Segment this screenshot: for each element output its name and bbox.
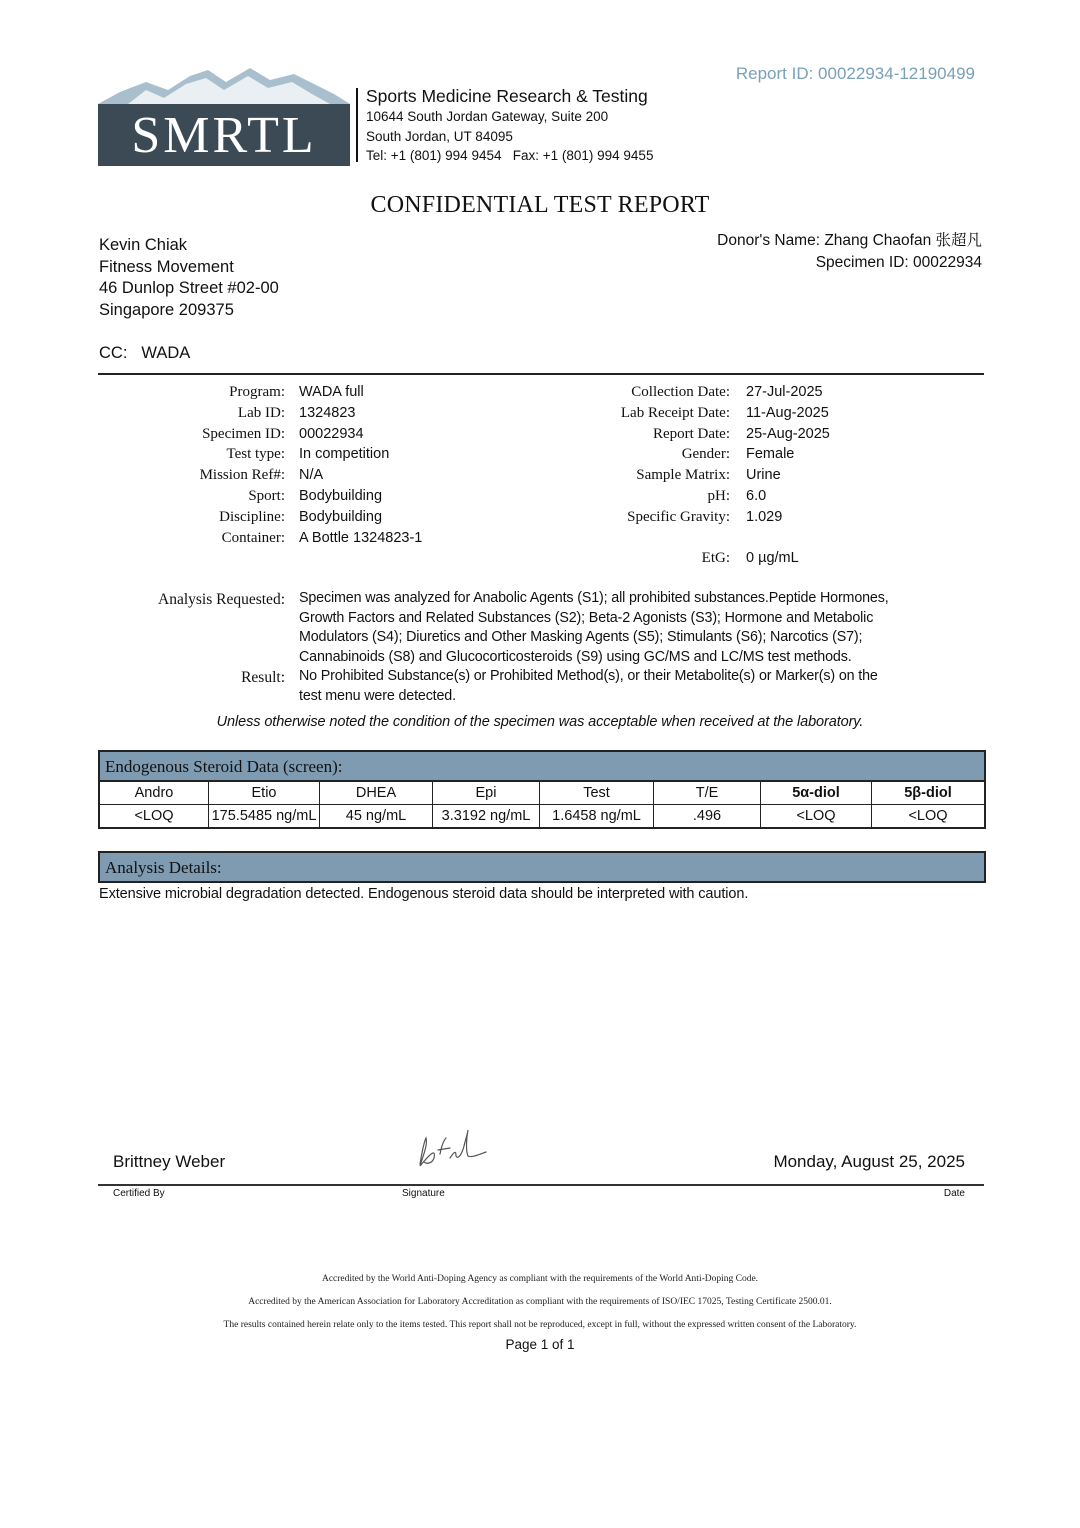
- analysis-line: Cannabinoids (S8) and Glucocorticosteroids (S9) using GC/MS and LC/MS test methods.: [299, 648, 852, 665]
- analysis-line: Growth Factors and Related Substances (S2); Beta-2 Agonists (S3); Hormone and Metabolic: [299, 609, 874, 626]
- date-label: Date: [943, 1188, 965, 1199]
- table-header-row: [100, 782, 984, 805]
- donor-specimen-id: Specimen ID: 00022934: [815, 253, 982, 271]
- table-cell: <LOQ: [872, 805, 985, 828]
- field-value: 1.029: [746, 508, 783, 525]
- field-label: Lab ID:: [237, 404, 285, 421]
- table-cell: 175.5485 ng/mL: [209, 805, 320, 828]
- signoff-date: Monday, August 25, 2025: [773, 1152, 965, 1171]
- signature-label: Signature: [402, 1188, 445, 1199]
- steroid-panel-title: Endogenous Steroid Data (screen):: [100, 752, 984, 782]
- report-title: CONFIDENTIAL TEST REPORT: [370, 192, 710, 218]
- analysis-requested-text: [299, 589, 939, 667]
- field-value: WADA full: [299, 384, 364, 400]
- field-value: Bodybuilding: [299, 488, 383, 504]
- lab-address-line2: South Jordan, UT 84095: [366, 128, 513, 144]
- etg-label: EtG:: [701, 550, 730, 567]
- field-value: Urine: [746, 467, 781, 484]
- field-value: In competition: [299, 446, 390, 463]
- signature-line: [98, 1184, 984, 1186]
- donor-name: Donor's Name: Zhang Chaofan 张超凡: [717, 232, 982, 249]
- field-label: Discipline:: [219, 508, 285, 525]
- table-header-cell: 5α-diol: [761, 782, 872, 805]
- analysis-details-title: Analysis Details:: [100, 853, 984, 881]
- certified-by-label: Certified By: [113, 1188, 165, 1199]
- field-label: Specimen ID:: [202, 425, 285, 442]
- table-header-cell: Andro: [100, 782, 209, 805]
- client-address: [99, 235, 279, 321]
- field-value: 6.0: [746, 488, 767, 504]
- lab-phone-fax: Tel: +1 (801) 994 9454 Fax: +1 (801) 994 9455: [366, 148, 654, 163]
- cc-value: WADA: [141, 344, 191, 362]
- table-cell: 3.3192 ng/mL: [433, 805, 540, 828]
- specimen-condition-note: Unless otherwise noted the condition of the specimen was acceptable when received at the laboratory.: [216, 714, 864, 730]
- field-label: Report Date:: [652, 425, 730, 442]
- field-value: Bodybuilding: [299, 508, 383, 525]
- cc-line: [99, 344, 190, 363]
- cc-label: CC:: [99, 344, 128, 362]
- table-header-cell: 5β-diol: [872, 782, 985, 805]
- field-label: Sport:: [248, 488, 285, 504]
- table-header-cell: DHEA: [320, 782, 433, 805]
- field-value: 25-Aug-2025: [746, 425, 830, 442]
- analysis-details-panel: [98, 851, 986, 883]
- report-id: Report ID: 00022934-12190499: [735, 64, 975, 83]
- table-cell: 45 ng/mL: [320, 805, 433, 828]
- field-label: Mission Ref#:: [199, 467, 285, 484]
- field-label: pH:: [707, 488, 730, 504]
- client-street: 46 Dunlop Street #02-00: [99, 279, 279, 297]
- certifier-name: Brittney Weber: [113, 1152, 226, 1171]
- footer-iso-accreditation: Accredited by the American Association for Laboratory Accreditation as compliant with the requirements of ISO/IEC 17025, Testing Certificate 2500.01.: [248, 1297, 832, 1307]
- table-header-cell: Epi: [433, 782, 540, 805]
- field-value: N/A: [299, 467, 324, 484]
- field-label: Gender:: [681, 446, 730, 463]
- field-label: Specific Gravity:: [627, 508, 730, 525]
- table-cell: <LOQ: [761, 805, 872, 828]
- header-divider: [356, 88, 358, 162]
- steroid-data-panel: [98, 750, 986, 829]
- client-org: Fitness Movement: [99, 257, 234, 276]
- analysis-line: Modulators (S4); Diuretics and Other Masking Agents (S5); Stimulants (S6); Narcotics (S7);: [299, 629, 863, 645]
- footer-wada-accreditation: Accredited by the World Anti-Doping Agency as compliant with the requirements of the World Anti-Doping Code.: [321, 1274, 759, 1284]
- field-value: 27-Jul-2025: [746, 384, 823, 400]
- donor-info: [717, 230, 982, 273]
- client-city: Singapore 209375: [99, 300, 234, 319]
- field-label: Lab Receipt Date:: [620, 404, 730, 421]
- steroid-table: [100, 782, 984, 827]
- footer-disclaimer: The results contained herein relate only to the items tested. This report shall not be reproduced, except in full, without the expressed written consent of the Laboratory.: [223, 1320, 857, 1330]
- logo-wordmark: SMRTL: [131, 106, 317, 164]
- table-cell: .496: [654, 805, 761, 828]
- field-label: Container:: [221, 529, 285, 546]
- analysis-line: Specimen was analyzed for Anabolic Agents (S1); all prohibited substances.Peptide Hormones,: [299, 590, 889, 606]
- field-value: 1324823: [299, 404, 356, 421]
- client-name: Kevin Chiak: [99, 236, 188, 254]
- field-label: Program:: [229, 384, 285, 400]
- field-value: Female: [746, 446, 795, 463]
- table-header-cell: Test: [540, 782, 654, 805]
- field-label: Test type:: [226, 446, 285, 463]
- result-label: Result:: [241, 669, 285, 686]
- lab-address-block: [366, 86, 653, 166]
- lab-name: Sports Medicine Research & Testing: [366, 86, 648, 106]
- table-cell: 1.6458 ng/mL: [540, 805, 654, 828]
- handwritten-signature: [410, 1124, 490, 1176]
- analysis-details-text: Extensive microbial degradation detected. Endogenous steroid data should be interpreted with caution.: [99, 886, 749, 902]
- table-header-cell: Etio: [209, 782, 320, 805]
- page-number: Page 1 of 1: [505, 1337, 575, 1352]
- table-cell: <LOQ: [100, 805, 209, 828]
- table-row: [100, 805, 984, 828]
- analysis-requested-label: Analysis Requested:: [158, 591, 285, 608]
- field-label: Sample Matrix:: [636, 467, 730, 484]
- etg-value: 0 µg/mL: [746, 550, 799, 567]
- result-line: No Prohibited Substance(s) or Prohibited Method(s), or their Metabolite(s) or Marker(s) on the: [299, 668, 878, 684]
- table-header-cell: T/E: [654, 782, 761, 805]
- field-value: 00022934: [299, 425, 364, 442]
- field-label: Collection Date:: [631, 384, 730, 400]
- field-value: 11-Aug-2025: [746, 404, 829, 421]
- result-text: [299, 667, 939, 706]
- lab-address-line1: 10644 South Jordan Gateway, Suite 200: [366, 109, 609, 124]
- field-value: A Bottle 1324823-1: [299, 529, 423, 546]
- section-divider: [98, 373, 984, 375]
- result-line: test menu were detected.: [299, 687, 456, 704]
